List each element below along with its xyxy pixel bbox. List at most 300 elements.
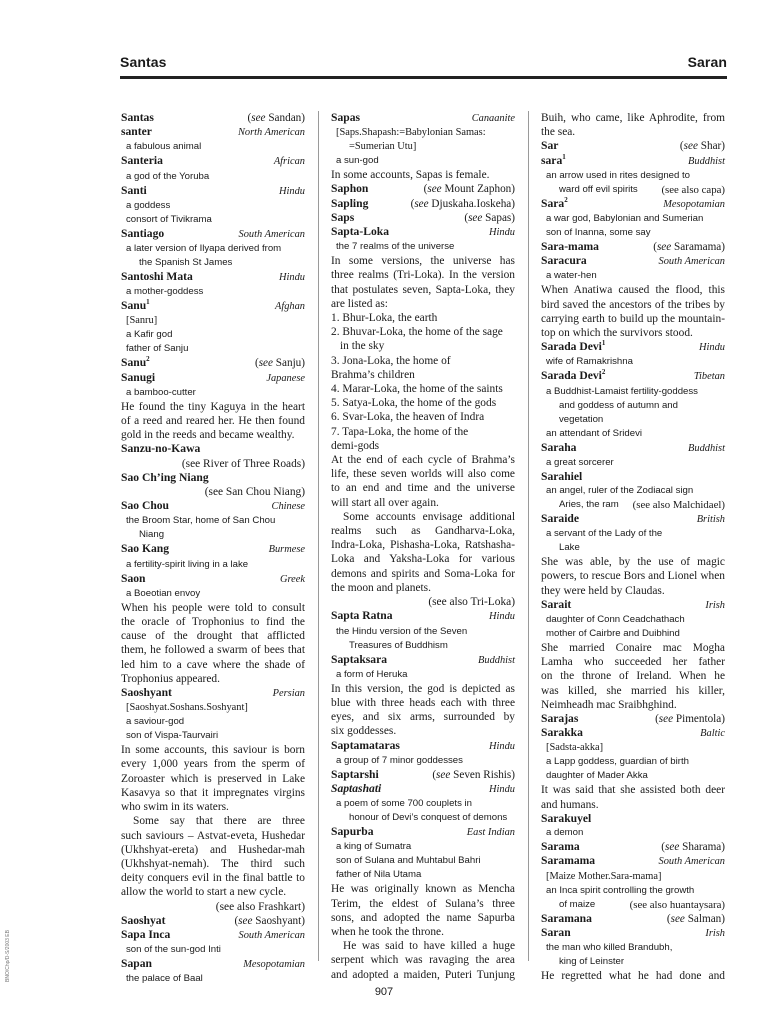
headword [121,914,165,928]
body-text-line: Lamha who succeeded her father [541,656,725,669]
definition-text: consort of Tivikrama [126,213,212,225]
entry-headword-line [541,840,725,854]
body-text-line: Kasavya so that it impregnates virgins [121,786,305,799]
headword [121,356,150,370]
definition-text: a Buddhist-Lamaist fertility-goddess [546,385,698,397]
body-text-line: Zoroaster which is preserved in Lake [121,772,305,785]
see-word: see [468,211,483,224]
headword [541,240,599,254]
definition-line [121,170,305,184]
headword-text: Sarahiel [541,469,583,483]
definition-text: a bamboo-cutter [126,386,196,398]
entry-headword-line [331,111,515,126]
body-text-line: cause of the drought that afflicted [121,630,305,643]
origin-label: Hindu [489,783,515,795]
definition-text: a saviour-god [126,716,185,728]
body-text-line: they were held by Claudas. [541,584,665,597]
see-also-reference: (see San Chou Niang) [204,486,305,499]
see-also-reference: (see River of Three Roads) [181,457,305,470]
definition-text: a poem of some 700 couplets in [336,798,472,810]
definition-line [121,342,305,356]
headword-text: Sapling [331,196,369,210]
origin-label: Burmese [268,544,305,556]
headword [541,812,591,826]
headword-text: Saptamataras [331,738,400,752]
variant-names: [Maize Mother.Sara-mama] [546,870,662,882]
cross-reference: (see Mount Zaphon) [423,183,515,196]
definition-text: Treasures of Buddhism [349,639,448,651]
headword-text: Saoshyant [121,686,172,700]
definition-line [121,386,305,400]
headword-superscript: 2 [601,368,606,377]
entry-headword-line [541,340,725,355]
definition-text: a god of the Yoruba [126,170,210,182]
definition-line [541,527,725,541]
definition-line [121,199,305,213]
body-text-line: She married Conaire mac Mogha [541,642,725,655]
entry-headword-line [121,928,305,943]
body-text-line: gold in the reeds and became wealthy. [121,429,295,442]
list-item: in the sky [340,340,385,353]
entry-headword-line [331,182,515,196]
body-text-line: sons, and adopted the name Sapurba [331,911,515,924]
definition-line [331,625,515,639]
definition-line [541,427,725,441]
entry-headword-line [121,125,305,140]
body-text-line: deity conquers evil in the final battle to [121,872,305,885]
headword [121,299,150,313]
headword [541,154,566,168]
definition-text: the man who killed Brandubh, [546,941,673,953]
list-item: 2. Bhuvar-Loka, the home of the sage [331,326,503,339]
definition-text: an arrow used in rites designed to [546,169,690,181]
body-text-line: and adopted a maiden, Puteri Tunjung [331,968,515,981]
entry-headword-line [541,197,725,212]
cross-reference: (see Shar) [679,140,725,153]
definition-line [541,769,725,783]
body-text-line: will start all over again. [331,496,439,509]
see-word: see [251,112,266,124]
headword-text: Sapan [121,957,152,971]
entry-headword-line [121,111,305,125]
origin-label: Irish [705,599,725,611]
body-text-line: life, these seven worlds will also come [331,468,515,481]
body-text-line: the oracle of Trophonius to find the [121,616,305,629]
headword-text: Sao Chou [121,499,170,513]
origin-label: British [696,514,725,526]
column-2 [331,111,515,981]
body-text-line: Loka and Yaksha-Loka for various [331,553,515,566]
headword [541,470,582,484]
column-divider-2 [528,111,529,961]
variant-names: [Saoshyat.Soshans.Soshyant] [126,702,248,714]
definition-line [541,484,725,498]
origin-label: Hindu [489,227,515,239]
origin-label: Chinese [271,501,305,513]
definition-line [331,840,515,854]
headword-text: Saraha [541,440,577,454]
body-text-line: He was originally known as Mencha [331,883,515,896]
body-text-line: the moon and planets. [331,581,431,594]
headword-text: Santas [121,111,154,124]
see-word: see [670,912,685,925]
cross-reference-target: Mount Zaphon [444,183,512,196]
list-item: demi-gods [331,439,380,452]
definition-line [331,868,515,882]
definition-line [541,269,725,283]
body-text-line: Indra-Loka, Pishasha-Loka, Ratshasha- [331,539,515,552]
body-text-line: such saviours – Astvat-eveta, Hushedar [121,829,305,842]
see-word: see [683,140,698,153]
column-3 [541,111,725,982]
headword-text: Sanu [121,299,147,313]
origin-label: South American [658,256,725,268]
headword-text: santer [121,125,152,139]
cross-reference-target: Sharama [682,841,722,854]
cross-reference-target: Sanju [275,357,302,370]
body-text-line: the sea. [541,126,576,139]
headword [541,254,587,268]
headword [121,227,164,241]
origin-label: Greek [280,573,305,585]
body-text-line: six goddesses. [331,725,397,738]
body-text-line: to an end and time and the universe [331,482,515,495]
headword [331,197,368,211]
cross-reference: (see Sapas) [464,211,515,224]
definition-line [541,183,725,197]
cross-reference: (see Pimentola) [655,713,725,726]
definition-text: a Kafir god [126,329,173,341]
origin-label: Mesopotamian [243,959,305,971]
cross-reference: (see Djuskaha.Ioskeha) [410,197,515,210]
origin-label: Mesopotamian [663,198,725,210]
origin-label: Persian [272,688,305,700]
definition-text: father of Sanju [126,343,189,355]
definition-line [121,587,305,601]
cross-reference-target: Sandan [268,112,302,124]
list-item: 7. Tapa-Loka, the home of the [331,425,469,438]
body-text-line: on the throne of Ireland. When he [541,670,725,683]
definition-text: a group of 7 minor goddesses [336,754,463,766]
cross-reference-target: Salman [687,912,722,925]
origin-label: Buddhist [688,442,725,454]
entry-headword-line [331,782,515,797]
cross-reference: (see Saoshyant) [234,914,305,927]
entry-headword-line [541,512,725,527]
entry-headword-line [331,211,515,225]
body-text-line: He was said to have killed a huge [343,940,515,953]
definition-text: ward off evil spirits [559,183,638,195]
definition-text: a demon [546,827,584,839]
origin-label: Buddhist [478,654,515,666]
entry-headword-line [541,726,725,741]
definition-line [541,413,725,427]
body-text-line: Buih, who came, like Aphrodite, from [541,112,725,124]
definition-text: daughter of Conn Ceadchathach [546,614,685,626]
entry-headword-line [541,926,725,941]
entry-headword-line [121,154,305,169]
see-word: see [427,183,442,196]
definition-text: vegetation [559,413,604,425]
body-text-line: of a reed and reared her. He then found [121,415,305,428]
origin-label: South American [238,228,305,240]
definition-text: a mother-goddess [126,286,204,298]
definition-line [121,528,305,542]
variant-names: [Sadsta-akka] [546,742,604,754]
see-word: see [238,914,253,927]
body-text-line: are listed as: [331,297,388,310]
entry-headword-line [331,609,515,624]
entry-headword-line [121,686,305,701]
headword-text: Sarama [541,840,580,854]
definition-line [541,541,725,555]
body-text-line: In some accounts, Sapas is female. [331,169,490,182]
headword-text: Santiago [121,226,165,240]
definition-line [541,941,725,955]
definition-text: a goddess [126,199,171,211]
body-text-line: He found the tiny Kaguya in the heart [121,400,305,413]
headword [121,572,146,586]
see-also-reference: (see also Tri-Loka) [428,596,515,609]
headword [121,542,169,556]
headword-text: Sarajas [541,712,579,726]
definition-text: father of Nila Utama [336,869,422,881]
headword-text: Santoshi Mata [121,270,193,284]
entry-headword-line [541,254,725,269]
definition-line [541,755,725,769]
definition-line [541,169,725,183]
body-text-line: When his people were told to consult [121,601,305,614]
headword-text: Sao Ch’ing Niang [121,470,209,484]
entry-headword-line [541,154,725,169]
headword-superscript: 1 [562,152,566,161]
definition-text: son of Inanna, some say [546,227,651,239]
inline-cross-reference: (see also huantaysara) [629,898,725,911]
entry-headword-line [121,442,305,456]
definition-text: of maize [559,898,596,910]
entry-headword-line [121,914,305,928]
definition-line [541,399,725,413]
definition-line [331,797,515,811]
running-head-left: Santas [120,54,167,70]
body-text-line: In some accounts, this saviour is born [121,744,305,757]
entry-headword-line [121,299,305,314]
headword [541,712,578,726]
see-word: see [656,241,672,254]
body-text-line: Some say that there are three [133,815,305,828]
body-text-line: serpent which was ravaging the area [331,954,515,967]
entry-headword-line [331,739,515,754]
body-text-line: Some accounts envisage additional [343,510,515,523]
definition-text: son of the sun-god Inti [126,944,221,956]
origin-label: Japanese [266,372,305,384]
entry-headword-line [331,825,515,840]
definition-line [331,154,515,168]
headword [331,739,400,753]
definition-text: a fabulous animal [126,141,202,153]
headword-text: Saoshyat [121,913,166,927]
definition-text: daughter of Mader Akka [546,770,648,782]
cross-reference-target: Djuskaha.Ioskeha [431,197,512,210]
body-text-line: when he took the throne. [331,925,444,938]
headword-text: Saramama [541,854,596,868]
origin-label: East Indian [466,827,515,839]
headword-superscript: 1 [146,298,150,307]
definition-line [121,140,305,154]
body-text-line: He regretted what he had done and [541,969,725,982]
headword [121,442,200,456]
origin-label: Afghan [274,301,305,313]
definition-text: an Inca spirit controlling the growth [546,884,695,896]
definition-text: wife of Ramakrishna [546,356,633,368]
headword [121,154,163,168]
definition-text: son of Vispa-Taurvairi [126,730,219,742]
definition-line [121,943,305,957]
definition-text: an angel, ruler of the Zodiacal sign [546,485,694,497]
cross-reference-target: Seven Rishis [453,768,512,781]
see-also-reference: (see also Frashkart) [215,900,305,913]
headword-text: Saran [541,925,571,939]
headword [331,182,368,196]
headword-text: Sarada Devi [541,369,602,383]
entry-headword-line [121,471,305,485]
origin-label: South American [658,856,725,868]
headword-text: Saptaksara [331,652,388,666]
definition-line [331,854,515,868]
headword [541,197,568,211]
headword-text: Sar [541,139,559,153]
headword-text: Sanzu-no-Kawa [121,442,201,456]
entry-headword-line [331,225,515,240]
headword [331,225,389,239]
definition-line [541,212,725,226]
entry-headword-line [121,572,305,587]
origin-label: Hindu [279,272,305,284]
headword [541,912,592,926]
headword [541,139,558,153]
body-text-line: top on which the survivors stood. [541,327,693,340]
see-word: see [414,197,429,210]
entry-headword-line [121,957,305,972]
headword-text: Sao Kang [121,542,169,556]
cross-reference-target: Saoshyant [255,914,302,927]
body-text-line: She was able, by the use of magic [541,556,725,569]
definition-line [121,729,305,743]
headword [121,184,147,198]
definition-text: a sun-god [336,155,379,167]
definition-line [541,498,725,512]
inline-cross-reference: (see also capa) [661,183,725,196]
definition-line [541,898,725,912]
body-text-line: In this version, the god is depicted as [331,682,515,695]
entry-headword-line [541,139,725,153]
definition-text: a fertility-spirit living in a lake [126,558,249,570]
entry-headword-line [541,598,725,613]
headword-text: Sapta Ratna [331,609,393,623]
headword [121,957,152,971]
body-text-line: them, he followed a swarm of bees that [121,644,305,657]
definition-line [121,715,305,729]
entry-headword-line [541,470,725,484]
definition-line [541,955,725,969]
body-text-line: carrying earth to build up the mountain- [541,312,725,325]
definition-line [121,328,305,342]
variant-names: [Saps.Shapash:=Babylonian Samas: [336,127,486,139]
cross-reference-target: Shar [700,140,722,153]
definition-text: and goddess of autumn and [559,399,678,411]
headword-text: Saon [121,571,146,585]
headword [331,609,393,623]
headword [331,825,374,839]
body-text-line: allow the world to start a new cycle. [121,886,287,899]
column-divider-1 [318,111,319,961]
headword [541,340,605,354]
headword-text: Sapas [331,111,361,124]
definition-text: honour of Devi’s conquest of demons [349,812,508,824]
definition-line [121,558,305,572]
body-text-line: realms such as Gandharva-Loka, [331,525,515,538]
cross-reference: (see Salman) [666,912,725,925]
entry-headword-line [121,270,305,285]
see-word: see [658,713,674,726]
body-text-line: who swim in its waters. [121,801,229,814]
body-text-line: was killed, she married his killer, [541,684,725,697]
definition-text: the Hindu version of the Seven [336,625,468,637]
inline-cross-reference: (see also Malchidael) [632,499,725,512]
headword-text: Sara-mama [541,240,599,254]
body-text-line: eyes, and six arms, surrounded by [331,711,515,724]
entry-headword-line [541,854,725,869]
origin-label: African [273,156,305,168]
definition-text: Aries, the ram [559,499,619,511]
entry-headword-line [541,712,725,726]
definition-text: a king of Sumatra [336,841,412,853]
entry-headword-line [121,542,305,557]
origin-label: Hindu [279,185,305,197]
definition-line [121,256,305,270]
definition-line [541,884,725,898]
header-rule [120,76,727,79]
entry-headword-line [541,240,725,254]
origin-label: Hindu [489,740,515,752]
origin-label: Baltic [700,728,725,740]
headword [121,111,154,125]
entry-headword-line [331,197,515,211]
variant-names: =Sumerian Utu] [349,141,417,153]
cross-reference: (see Sanju) [254,357,305,370]
definition-text: a water-hen [546,270,597,282]
headword [121,471,209,485]
definition-line [331,240,515,254]
definition-text: an attendant of Sridevi [546,427,643,439]
entry-headword-line [541,912,725,926]
body-text-line: Terim, the eldest of Sulana’s three [331,897,515,910]
body-text-line: Trophonius appeared. [121,672,220,685]
definition-line [331,811,515,825]
origin-label: Tibetan [693,371,725,383]
headword-text: Sara [541,196,565,210]
running-head-right: Saran [687,54,727,70]
list-item: 4. Marar-Loka, the home of the saints [331,383,503,396]
headword-text: Saramana [541,911,592,925]
see-word: see [436,768,451,781]
cross-reference: (see Seven Rishis) [432,768,515,781]
entry-headword-line [121,356,305,370]
headword-text: Saphon [331,182,369,196]
body-text-line: Neimheadh mac Sraibhghind. [541,698,677,711]
definition-line [541,385,725,399]
body-text-line: that postulates seven, Sapta-Loka, they [331,283,515,296]
